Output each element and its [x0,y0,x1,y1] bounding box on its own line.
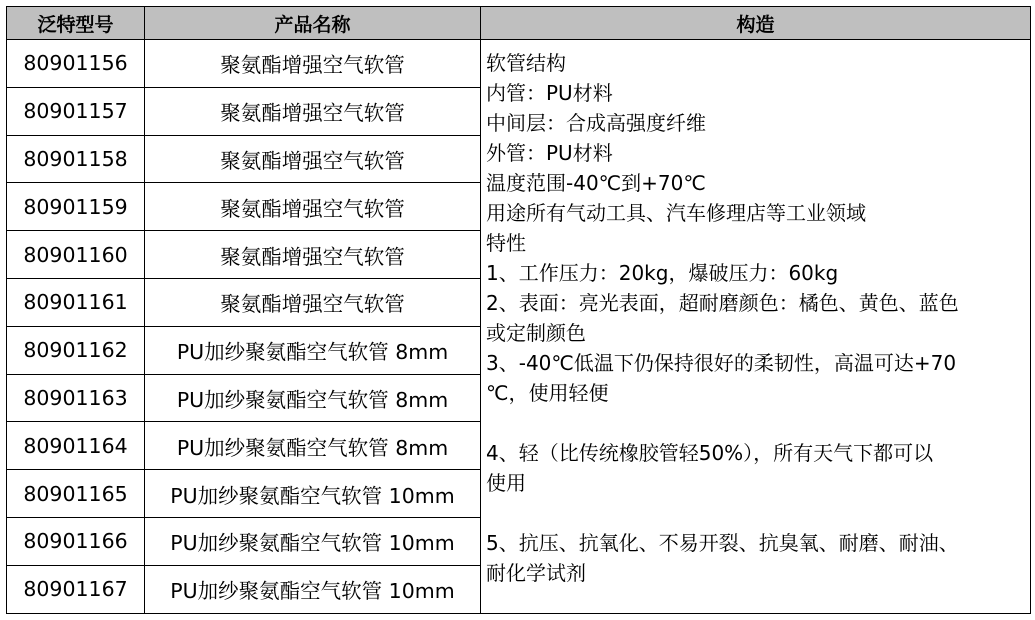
product-name-cell: PU加纱聚氨酯空气软管 10mm [145,470,481,518]
construction-line: 外管：PU材料 [486,141,613,165]
model-code-cell: 80901160 [7,231,145,279]
construction-line: 用途所有气动工具、汽车修理店等工业领域 [486,201,866,225]
product-name-cell: 聚氨酯增强空气软管 [145,40,481,88]
product-name-cell: PU加纱聚氨酯空气软管 10mm [145,517,481,565]
product-name-cell: PU加纱聚氨酯空气软管 10mm [145,565,481,613]
table-row [7,40,1031,88]
model-code-cell: 80901161 [7,278,145,326]
construction-line: 特性 [486,231,526,255]
construction-line: ℃，使用轻便 [486,381,609,405]
construction-line: 温度范围-40℃到+70℃ [486,171,706,195]
product-name-cell: 聚氨酯增强空气软管 [145,183,481,231]
product-name-cell: PU加纱聚氨酯空气软管 8mm [145,326,481,374]
construction-line: 1、工作压力：20kg，爆破压力：60kg [486,261,839,285]
model-code-cell: 80901163 [7,374,145,422]
header-construction: 构造 [481,7,1031,40]
product-name-cell: 聚氨酯增强空气软管 [145,278,481,326]
spacer [486,498,1026,528]
model-code-cell: 80901166 [7,517,145,565]
spacer [486,408,1026,438]
model-code-cell: 80901165 [7,470,145,518]
model-code-cell: 80901158 [7,135,145,183]
construction-line: 使用 [486,471,526,495]
construction-line: 中间层：合成高强度纤维 [486,111,706,135]
construction-cell [481,40,1031,614]
header-name: 产品名称 [145,7,481,40]
header-row [7,7,1031,40]
model-code-cell: 80901164 [7,422,145,470]
product-name-cell: PU加纱聚氨酯空气软管 8mm [145,374,481,422]
spec-table [6,6,1031,614]
spec-table-wrapper [6,6,1031,614]
model-code-cell: 80901159 [7,183,145,231]
product-name-cell: 聚氨酯增强空气软管 [145,135,481,183]
construction-line: 3、-40℃低温下仍保持很好的柔韧性，高温可达+70 [486,351,957,375]
construction-line: 2、表面：亮光表面，超耐磨颜色：橘色、黄色、蓝色 [486,291,959,315]
construction-line: 软管结构 [486,51,566,75]
product-name-cell: 聚氨酯增强空气软管 [145,231,481,279]
construction-line: 耐化学试剂 [486,561,586,585]
header-code: 泛特型号 [7,7,145,40]
model-code-cell: 80901162 [7,326,145,374]
construction-line: 5、抗压、抗氧化、不易开裂、抗臭氧、耐磨、耐油、 [486,531,959,555]
model-code-cell: 80901157 [7,87,145,135]
model-code-cell: 80901156 [7,40,145,88]
construction-line: 4、轻（比传统橡胶管轻50%），所有天气下都可以 [486,441,934,465]
product-name-cell: 聚氨酯增强空气软管 [145,87,481,135]
model-code-cell: 80901167 [7,565,145,613]
construction-line: 内管：PU材料 [486,81,613,105]
construction-line: 或定制颜色 [486,321,586,345]
product-name-cell: PU加纱聚氨酯空气软管 8mm [145,422,481,470]
